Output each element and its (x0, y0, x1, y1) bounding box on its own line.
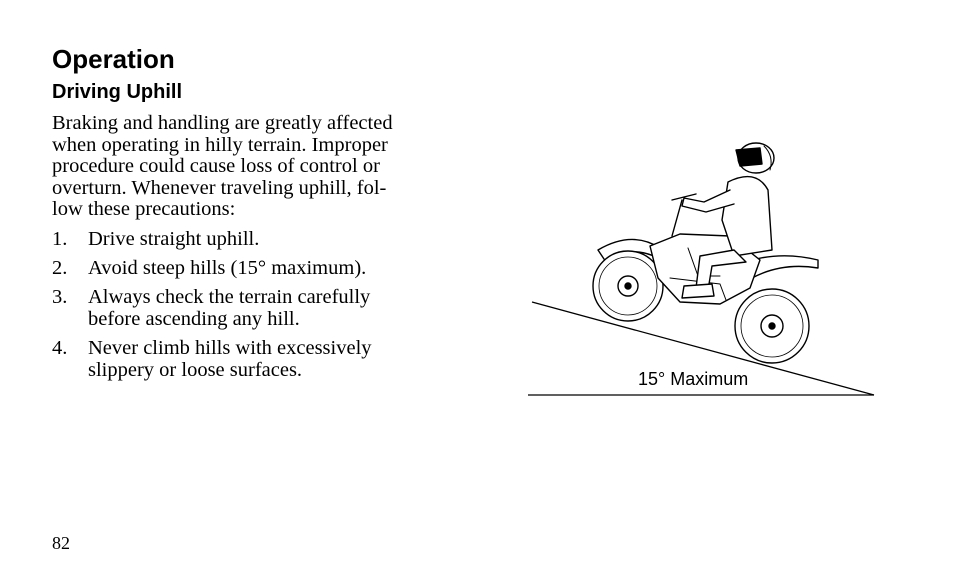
list-number: 4. (52, 337, 68, 359)
intro-paragraph: Braking and handling are greatly affected when operating in hilly terrain. Improper procedure could cause loss of control or overturn. Whenever traveling uphill, fol- low these precautions: (52, 112, 393, 220)
list-text: Avoid steep hills (15° maximum). (88, 257, 367, 279)
atv-uphill-figure (520, 138, 880, 400)
list-number: 2. (52, 257, 68, 279)
list-text: Drive straight uphill. (88, 228, 260, 250)
list-number: 1. (52, 228, 68, 250)
list-text: Always check the terrain carefully before ascending any hill. (88, 286, 371, 330)
list-item (52, 337, 442, 381)
list-number: 3. (52, 286, 68, 308)
atv-rider-icon (520, 138, 880, 400)
list-item (52, 286, 442, 330)
section-title: Driving Uphill (52, 81, 182, 103)
list-text: Never climb hills with excessively slippery or loose surfaces. (88, 337, 372, 381)
page-title: Operation (52, 44, 175, 74)
list-item (52, 257, 442, 279)
list-item (52, 228, 442, 250)
page-number: 82 (52, 533, 70, 553)
figure-caption: 15° Maximum (638, 369, 749, 389)
precaution-list (52, 228, 442, 388)
